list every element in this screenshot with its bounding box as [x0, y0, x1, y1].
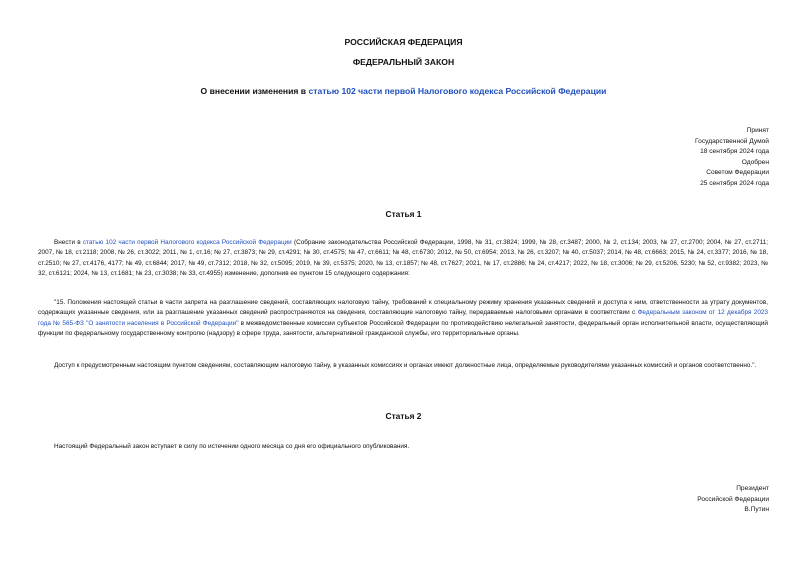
paragraph-1-prefix: Внести в [54, 239, 83, 246]
tax-code-link[interactable]: статью 102 части первой Налогового кодекса Российской Федерации [82, 239, 292, 246]
article-1-paragraph-1 [38, 238, 768, 279]
paragraph-2-text: в межведомственные комиссии субъектов Российской Федерации по противодействию нелегальной занятости, федеральный орган исполнительной власти, осуществляющий функции по федеральному государственному контролю (надзору) в сфере труда, занятости, альтернативной гражданской службы, иго территориальные органы. [38, 319, 768, 337]
article-2-paragraph-1: Настоящий Федеральный закон вступает в силу по истечении одного месяца со дня его официального опубликования. [54, 443, 410, 450]
approved-date: 25 сентября 2024 года [700, 179, 769, 187]
law-title [0, 86, 807, 96]
employment-law-link[interactable]: Федеральным законом от 12 декабря 2023 года № 565-ФЗ "О занятости населения в Российской Федерации" [38, 309, 768, 327]
paragraph-2-prefix: "15. Положения настоящей статьи в части запрета на разглашение сведений, составляющих налоговую тайну, требований к специальному режиму хранения указанных сведений и доступа к ним, ответственности за утрату документов, содержащих указанные сведения, или за разглашение указанных сведений распространяются на сведения, составляющие налоговую тайну, передаваемые налоговыми органами в соответствии с [38, 299, 768, 317]
approved-by: Советом Федерации [706, 169, 769, 177]
article-2-title: Статья 2 [385, 411, 422, 421]
article-1-paragraph-3: Доступ к предусмотренным настоящим пунктом сведениям, составляющим налоговую тайну, в указанных комиссиях и органах имеют должностные лица, определяемые руководителями указанных комиссий и органов соответственно.". [54, 362, 757, 369]
document-type-heading: ФЕДЕРАЛЬНЫЙ ЗАКОН [352, 57, 455, 67]
signature-block [697, 484, 769, 516]
adopted-date: 18 сентября 2024 года [700, 148, 769, 156]
approved-label: Одобрен [741, 158, 769, 166]
signatory-name: В.Путин [744, 506, 769, 514]
paragraph-1-text: (Собрание законодательства Российской Федерации, 1998, № 31, ст.3824; 1999, № 28, ст.3487; 2000, № 2, ст.134; 2003, № 27, ст.2700; 2004, № 27, ст.2711; 2007, № 18, ст.2118; 2008, № 26, ст.3022; 2011, № 1, ст.16; № 27, ст.3873; № 29, ст.4291; № 30, ст.4575; № 47, ст.6611; № 48, ст.6730; 2012, № 50, ст.6954; 2013, № 26, ст.3207; № 40, ст.5037; 2014, № 48, ст.6663; 2015, № 24, ст.3377; 2016, № 18, ст.2510; № 27, ст.4176, 4177; № 49, ст.6844; 2017, № 49, ст.7312; 2018, № 32, ст.5095; 2019, № 39, ст.5375; 2020, № 13, ст.1857; № 48, ст.7627; 2021, № 17, ст.2886; № 24, ст.4217; 2022, № 18, ст.3006; № 29, ст.5206, 5230; № 52, ст.9382; 2023, № 32, ст.6121; 2024, № 13, ст.1681; № 23, ст.3038; № 33, ст.4955) изменение, дополнив ее пунктом 15 следующего содержания: [38, 239, 768, 277]
adoption-block [695, 126, 769, 190]
signatory-country: Российской Федерации [697, 495, 769, 503]
country-heading: РОССИЙСКАЯ ФЕДЕРАЦИЯ [344, 37, 463, 47]
article-1-title: Статья 1 [385, 209, 422, 219]
law-title-prefix: О внесении изменения в [200, 86, 309, 96]
article-1-paragraph-2 [38, 298, 768, 339]
adopted-by: Государственной Думой [695, 137, 769, 145]
signatory-title: Президент [736, 485, 769, 492]
adopted-label: Принят [746, 127, 769, 134]
tax-code-article-link[interactable]: статью 102 части первой Налогового кодекса Российской Федерации [308, 86, 607, 96]
